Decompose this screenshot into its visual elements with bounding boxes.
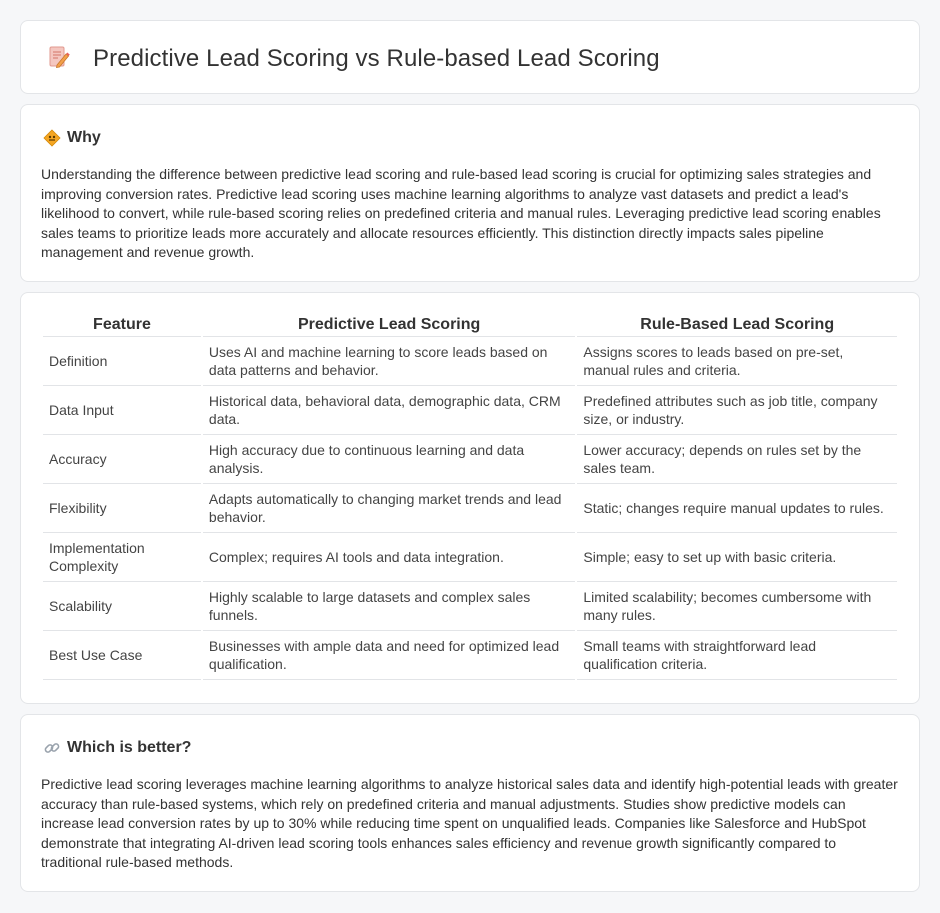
rule-based-cell: Small teams with straightforward lead qualification criteria. — [577, 631, 897, 680]
table-row — [43, 484, 897, 533]
table-header-row — [43, 315, 897, 337]
predictive-cell: Adapts automatically to changing market trends and lead behavior. — [203, 484, 575, 533]
rule-based-cell: Lower accuracy; depends on rules set by the sales team. — [577, 435, 897, 484]
table-row — [43, 337, 897, 386]
document-pencil-icon — [47, 45, 71, 69]
rule-based-cell: Limited scalability; becomes cumbersome with many rules. — [577, 582, 897, 631]
table-row — [43, 386, 897, 435]
link-icon — [43, 739, 61, 757]
header-rule-based: Rule-Based Lead Scoring — [577, 315, 897, 337]
better-heading: Which is better? — [67, 739, 192, 756]
feature-cell: Definition — [43, 337, 201, 386]
predictive-cell: Highly scalable to large datasets and complex sales funnels. — [203, 582, 575, 631]
feature-cell: Flexibility — [43, 484, 201, 533]
comparison-table — [41, 315, 899, 680]
feature-cell: Accuracy — [43, 435, 201, 484]
predictive-cell: Uses AI and machine learning to score leads based on data patterns and behavior. — [203, 337, 575, 386]
rule-based-cell: Predefined attributes such as job title, company size, or industry. — [577, 386, 897, 435]
title-card — [20, 20, 920, 94]
table-row — [43, 582, 897, 631]
header-predictive: Predictive Lead Scoring — [203, 315, 575, 337]
why-heading: Why — [67, 129, 101, 146]
predictive-cell: High accuracy due to continuous learning and data analysis. — [203, 435, 575, 484]
better-heading-row — [43, 737, 191, 759]
header-feature: Feature — [43, 315, 201, 337]
why-heading-row — [43, 127, 101, 149]
predictive-cell: Businesses with ample data and need for optimized lead qualification. — [203, 631, 575, 680]
feature-cell: Data Input — [43, 386, 201, 435]
why-section — [20, 104, 920, 282]
feature-cell: Best Use Case — [43, 631, 201, 680]
predictive-cell: Historical data, behavioral data, demographic data, CRM data. — [203, 386, 575, 435]
rule-based-cell: Simple; easy to set up with basic criteria. — [577, 533, 897, 582]
table-row — [43, 533, 897, 582]
which-is-better-section — [20, 714, 920, 892]
why-paragraph: Understanding the difference between predictive lead scoring and rule-based lead scoring is crucial for optimizing sales strategies and improving conversion rates. Predictive lead scoring uses machine learning algorithms to analyze vast datasets and predict a lead's likelihood to convert, while rule-based scoring relies on predefined criteria and manual rules. Leveraging predictive lead scoring enables sales teams to prioritize leads more accurately and allocate resources efficiently. This distinction directly impacts sales pipeline management and revenue growth. — [41, 166, 881, 261]
diamond-sign-icon — [43, 129, 61, 147]
predictive-cell: Complex; requires AI tools and data integration. — [203, 533, 575, 582]
feature-cell: Implementation Complexity — [43, 533, 201, 582]
rule-based-cell: Assigns scores to leads based on pre-set, manual rules and criteria. — [577, 337, 897, 386]
table-row — [43, 631, 897, 680]
rule-based-cell: Static; changes require manual updates to rules. — [577, 484, 897, 533]
feature-cell: Scalability — [43, 582, 201, 631]
table-row — [43, 435, 897, 484]
better-paragraph: Predictive lead scoring leverages machine learning algorithms to analyze historical sales data and identify high-potential leads with greater accuracy than rule-based systems, which rely on predefined criteria and manual adjustments. Studies show predictive models can increase lead conversion rates by up to 30% while reducing time spent on unqualified leads. Companies like Salesforce and HubSpot demonstrate that integrating AI-driven lead scoring tools enhances sales efficiency and revenue growth significantly compared to traditional rule-based methods. — [41, 776, 898, 871]
page-title: Predictive Lead Scoring vs Rule-based Lead Scoring — [93, 45, 660, 72]
comparison-table-card — [20, 292, 920, 704]
